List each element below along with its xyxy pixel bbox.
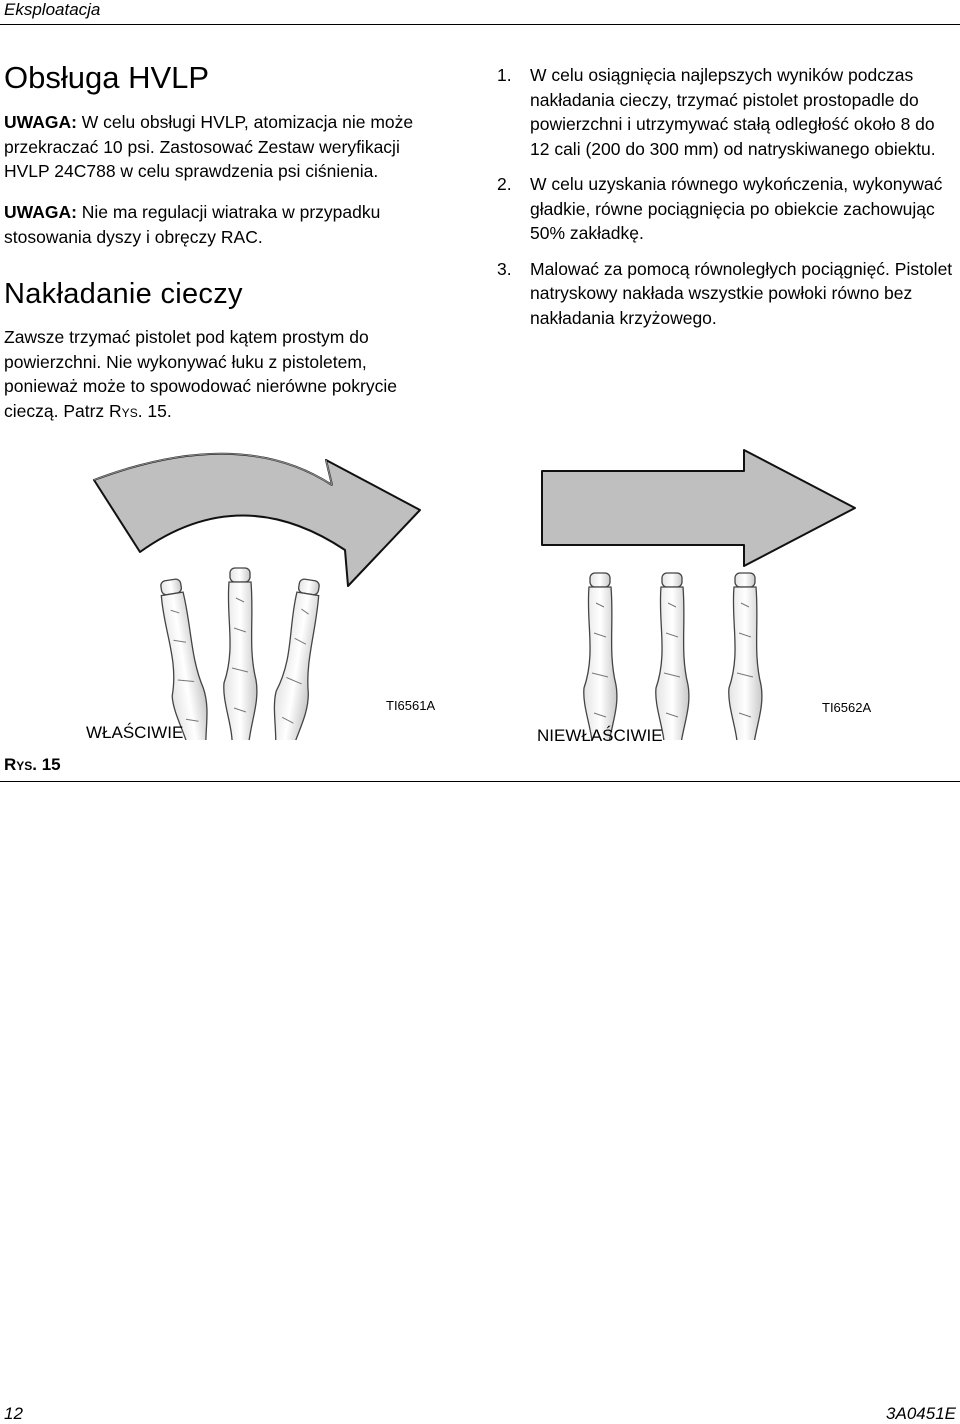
step-number: 2. — [497, 174, 512, 194]
note-1 — [4, 110, 444, 184]
spray-gun-icon — [154, 577, 215, 740]
subsection-body-end: . — [166, 400, 172, 421]
list-item — [497, 257, 957, 331]
spray-gun-icon — [224, 568, 257, 740]
page-number: 12 — [4, 1404, 23, 1423]
step-text: W celu uzyskania równego wykończenia, wykonywać gładkie, równe pociągnięcia po obiekcie zachowując 50% zakładkę. — [530, 174, 943, 243]
note-1-text: W celu obsługi HVLP, atomizacja nie może przekraczać 10 psi. Zastosować Zestaw weryfikacji HVLP 24C788 w celu sprawdzenia psi ciśnienia. — [4, 112, 414, 181]
caption-incorrect: NIEWŁAŚCIWIE — [537, 726, 663, 745]
caption-correct: WŁAŚCIWIE — [86, 723, 184, 742]
step-number: 1. — [497, 65, 512, 85]
step-text: W celu osiągnięcia najlepszych wyników podczas nakładania cieczy, trzymać pistolet prostopadle do powierzchni i utrzymywać stałą odległość około 8 do 12 cali (200 do 300 mm) od natryskiwanego obiektu. — [530, 65, 936, 159]
note-1-label: UWAGA: — [4, 112, 77, 132]
note-2 — [4, 200, 444, 249]
figure-15-illustration — [0, 440, 960, 740]
straight-arrow — [542, 450, 855, 566]
spray-gun-icon — [266, 577, 327, 740]
figure-ref-left: TI6561A — [386, 698, 436, 713]
figure-ref-right: TI6562A — [822, 700, 872, 715]
spray-gun-icon — [656, 573, 689, 740]
subsection-body — [4, 325, 434, 423]
section-header: Eksploatacja — [4, 0, 101, 19]
figure-reference-link[interactable]: Rys. 15 — [109, 400, 167, 421]
subsection-body-text: Zawsze trzymać pistolet pod kątem prostym do powierzchni. Nie wykonywać łuku z pistoletem, ponieważ może to spowodować nierówne pokrycie cieczą. Patrz — [4, 327, 397, 421]
document-code: 3A0451E — [886, 1404, 956, 1423]
spray-gun-icon — [584, 573, 617, 740]
steps-list — [497, 63, 957, 341]
note-2-text: Nie ma regulacji wiatraka w przypadku stosowania dyszy i obręczy RAC. — [4, 202, 381, 247]
subsection-title: Nakładanie cieczy — [4, 278, 243, 310]
spray-gun-icon — [729, 573, 762, 740]
list-item — [497, 172, 957, 246]
figure-rule — [0, 781, 960, 782]
step-text: Malować za pomocą równoległych pociągnięć. Pistolet natryskowy nakłada wszystkie powłoki równo bez nakładania krzyżowego. — [530, 258, 953, 328]
note-2-label: UWAGA: — [4, 202, 77, 222]
figure-label: Rys. 15 — [4, 755, 61, 774]
header-rule — [0, 24, 960, 25]
list-item — [497, 63, 957, 161]
curved-arrow — [94, 454, 420, 586]
step-number: 3. — [497, 258, 512, 279]
page-title: Obsługa HVLP — [4, 60, 210, 95]
